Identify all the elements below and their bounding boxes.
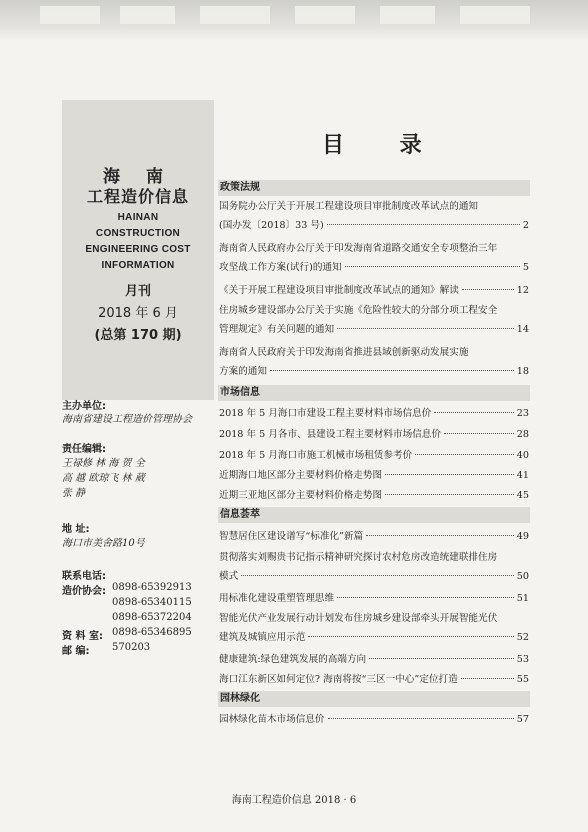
page-number: 41	[516, 470, 529, 481]
page-number: 14	[516, 324, 529, 335]
monthly-label: 月刊	[124, 284, 151, 299]
section-header-landscape: 园林绿化	[218, 691, 530, 707]
section-header-policy: 政策法规	[218, 180, 530, 196]
page-number: 2	[522, 220, 529, 231]
masthead-title-line1: 海 南	[103, 167, 173, 187]
issue-number: (总第 170 期)	[94, 328, 182, 343]
archive-label: 资 料 室:	[62, 631, 103, 642]
masthead-panel	[62, 100, 214, 400]
toc-entry[interactable]: 健康建筑:绿色建筑发展的高端方向 53	[219, 650, 529, 669]
editors-line2: 高 越 欧琼飞 林 葳	[62, 473, 145, 484]
masthead-english-2: CONSTRUCTION	[95, 228, 181, 239]
section-header-market: 市场信息	[218, 385, 530, 401]
toc-entry[interactable]: 智慧居住区建设谱写“标准化”新篇 49	[219, 527, 529, 546]
page-number: 23	[516, 408, 529, 419]
postcode-value: 570203	[112, 642, 151, 653]
masthead-column	[62, 40, 214, 785]
sponsor-value: 海南省建设工程造价管理协会	[62, 414, 192, 425]
top-scan-band	[0, 0, 588, 40]
postcode-label: 邮 编:	[62, 646, 90, 657]
toc-entry[interactable]: 近期海口地区部分主要材料价格走势图 41	[219, 466, 529, 485]
page-number: 55	[516, 674, 529, 685]
archive-phone: 0898-65346895	[112, 627, 192, 638]
page-number: 52	[516, 632, 529, 643]
page-number: 18	[516, 366, 529, 377]
page-number: 53	[516, 654, 529, 665]
page-number: 28	[516, 429, 529, 440]
phone-3: 0898-65372204	[112, 612, 192, 623]
toc-entry[interactable]: 海南省人民政府关于印发海南省推进县域创新驱动发展实施 方案的通知 18	[219, 343, 529, 381]
masthead-title-line2: 工程造价信息	[86, 187, 189, 206]
page-number: 51	[516, 593, 529, 604]
address-label: 地 址:	[62, 524, 90, 535]
page-number: 5	[522, 262, 529, 273]
editors-line3: 张 静	[62, 488, 86, 499]
assoc-label: 造价协会:	[62, 586, 106, 597]
masthead-english-3: ENGINEERING COST	[85, 244, 191, 255]
toc-entry[interactable]: 2018 年 5 月各市、县建设工程主要材料市场信息价 28	[219, 425, 529, 444]
address-value: 海口市美舍路10号	[62, 538, 145, 549]
editors-line1: 王禄修 林 海 贺 全	[62, 458, 145, 469]
page-number: 57	[516, 714, 529, 725]
toc-entry[interactable]: 贯彻落实刘赐贵书记指示精神研究探讨农村危房改造统建联排住房 模式 50	[219, 548, 529, 586]
masthead-english-4: INFORMATION	[101, 260, 175, 271]
toc-entry[interactable]: 智能光伏产业发展行动计划发布住房城乡建设部牵头开展智能光伏 建筑及城镇应用示范 52	[219, 609, 529, 647]
toc-title: 目 录	[322, 133, 446, 158]
masthead-english-1: HAINAN	[117, 212, 159, 223]
phone-label: 联系电话:	[62, 571, 106, 582]
toc-entry[interactable]: 2018 年 5 月海口市施工机械市场租赁参考价 40	[219, 446, 529, 465]
toc-entry[interactable]: 海口江东新区如何定位? 海南将按“三区一中心”定位打造 55	[219, 670, 529, 689]
toc-entry[interactable]: 园林绿化苗木市场信息价 57	[219, 710, 529, 729]
page-number: 49	[516, 531, 529, 542]
toc-entry[interactable]: 2018 年 5 月海口市建设工程主要材料市场信息价 23	[219, 404, 529, 423]
toc-entry[interactable]: 《关于开展工程建设项目审批制度改革试点的通知》解读 12	[219, 281, 529, 300]
page-number: 45	[516, 490, 529, 501]
toc-entry[interactable]: 用标准化建设重塑管理思维 51	[219, 589, 529, 608]
issue-date: 2018 年 6 月	[98, 306, 178, 321]
section-header-digest: 信息荟萃	[218, 507, 530, 523]
page-footer: 海南工程造价信息 2018 · 6	[231, 795, 357, 806]
sponsor-label: 主办单位:	[62, 401, 106, 412]
toc-entry[interactable]: 海南省人民政府办公厅关于印发海南省道路交通安全专项整治三年 攻坚战工作方案(试行)的通知 5	[219, 239, 529, 277]
phone-1: 0898-65392913	[112, 582, 192, 593]
toc-entry[interactable]: 国务院办公厅关于开展工程建设项目审批制度改革试点的通知 (国办发〔2018〕33 号) 2	[219, 197, 529, 235]
toc-entry[interactable]: 住房城乡建设部办公厅关于实施《危险性较大的分部分项工程安全 管理规定》有关问题的通知 14	[219, 301, 529, 339]
page-number: 12	[516, 285, 529, 296]
phone-2: 0898-65340115	[112, 597, 192, 608]
page-number: 40	[516, 450, 529, 461]
editors-label: 责任编辑:	[62, 444, 106, 455]
page-number: 50	[516, 571, 529, 582]
toc-entry[interactable]: 近期三亚地区部分主要材料价格走势图 45	[219, 486, 529, 505]
